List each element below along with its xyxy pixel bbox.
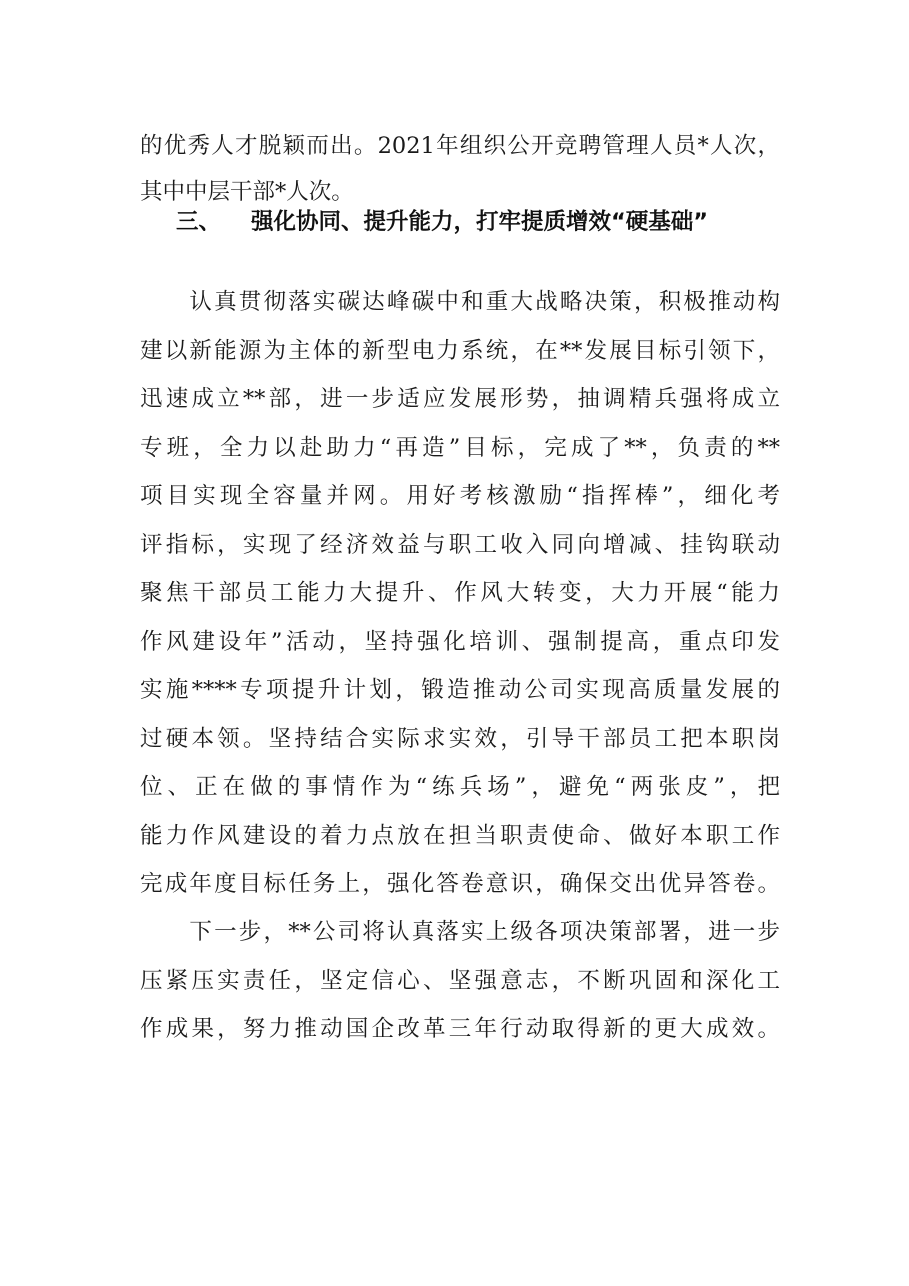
paragraph-line: 作风建设年”活动，坚持强化培训、强制提高，重点印发	[140, 629, 780, 655]
paragraph-line: 建以新能源为主体的新型电力系统，在**发展目标引领下，	[140, 338, 780, 364]
paragraph-line: 能力作风建设的着力点放在担当职责使命、做好本职工作	[140, 823, 780, 849]
paragraph-line: 作成果，努力推动国企改革三年行动取得新的更大成效。	[140, 1016, 780, 1042]
paragraph-line: 完成年度目标任务上，强化答卷意识，确保交出优异答卷。	[140, 871, 780, 897]
paragraph-line: 下一步，**公司将认真落实上级各项决策部署，进一步	[140, 919, 780, 945]
paragraph-line: 认真贯彻落实碳达峰碳中和重大战略决策，积极推动构	[140, 289, 780, 315]
section-number: 三、	[176, 209, 222, 235]
paragraph-line: 专班，全力以赴助力“再造”目标，完成了**，负责的**	[140, 435, 780, 461]
paragraph-line: 聚焦干部员工能力大提升、作风大转变，大力开展“能力	[140, 580, 780, 606]
paragraph-line: 实施****专项提升计划，锻造推动公司实现高质量发展的	[140, 677, 780, 703]
paragraph-line: 过硬本领。坚持结合实际求实效，引导干部员工把本职岗	[140, 726, 780, 752]
paragraph-line: 评指标，实现了经济效益与职工收入同向增减、挂钩联动	[140, 532, 780, 558]
paragraph-line: 项目实现全容量并网。用好考核激励“指挥棒”，细化考	[140, 483, 780, 509]
paragraph-line: 其中中层干部*人次。	[140, 179, 354, 205]
paragraph-line: 迅速成立**部，进一步适应发展形势，抽调精兵强将成立	[140, 386, 780, 412]
paragraph-line: 压紧压实责任，坚定信心、坚强意志，不断巩固和深化工	[140, 968, 780, 994]
paragraph-line: 位、正在做的事情作为“练兵场”，避免“两张皮”，把	[140, 774, 780, 800]
section-title: 强化协同、提升能力，打牢提质增效“硬基础”	[251, 209, 709, 235]
paragraph-line: 的优秀人才脱颖而出。2021年组织公开竞聘管理人员*人次，	[140, 133, 780, 159]
section-heading	[176, 204, 708, 240]
